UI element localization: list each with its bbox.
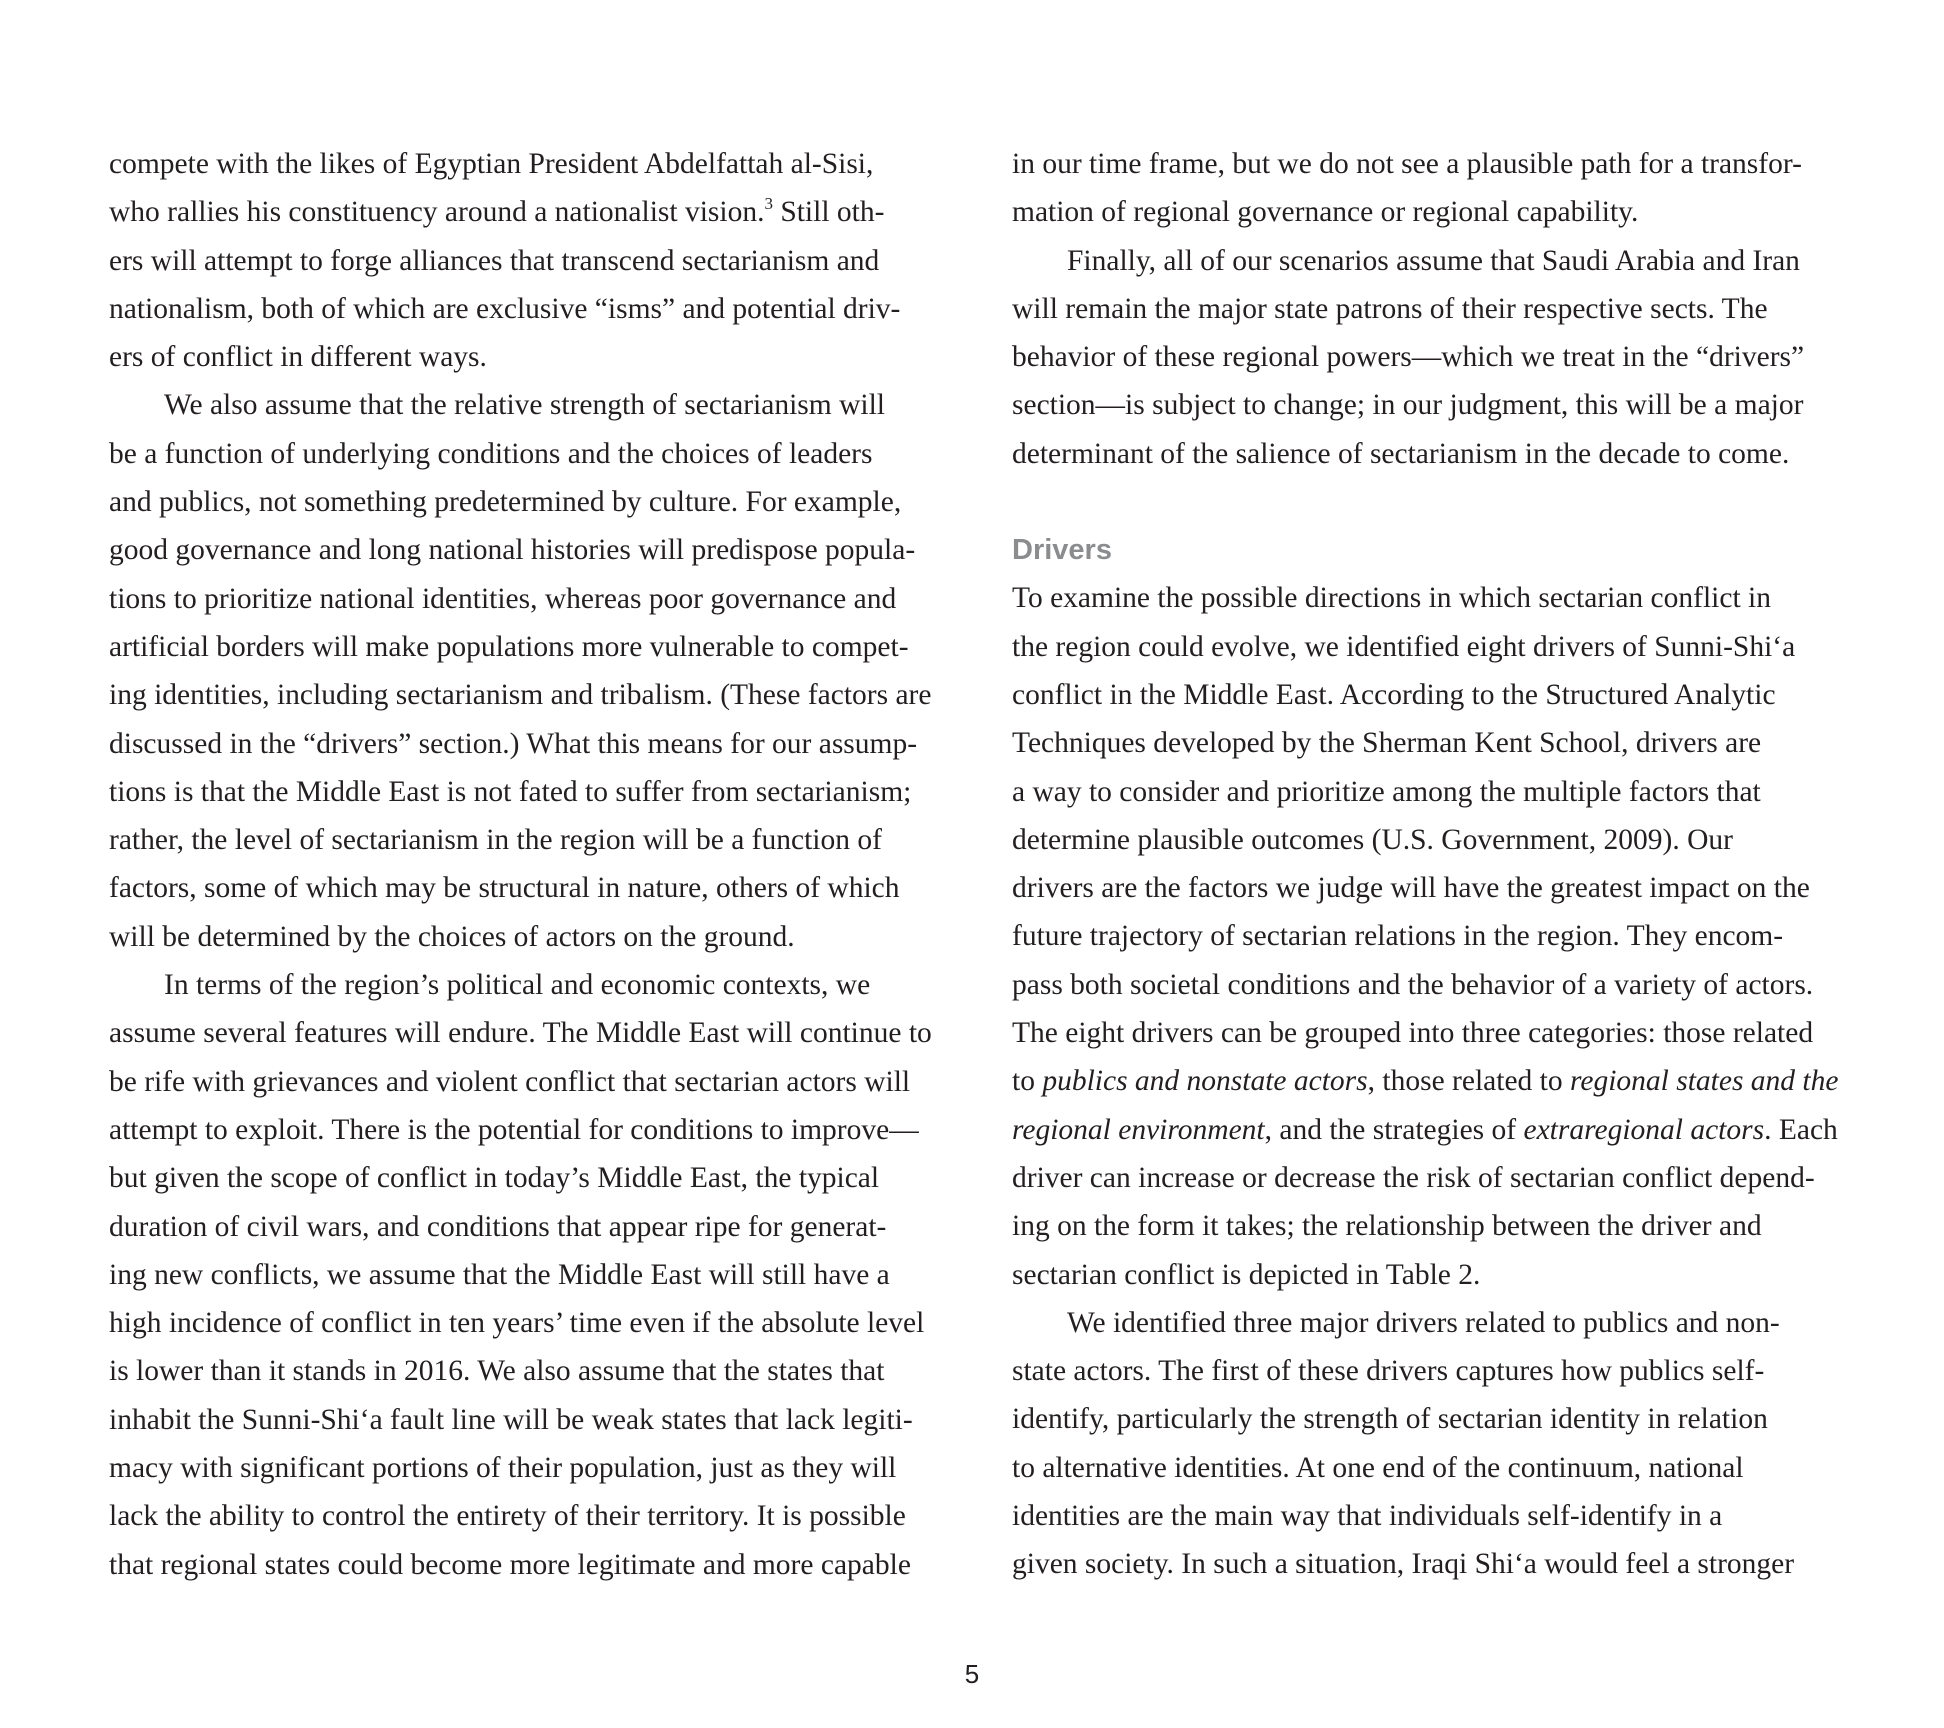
text-line: given society. In such a situation, Iraqi Shi‘a would feel a stronger bbox=[1012, 1548, 1795, 1581]
text-line: that regional states could become more legitimate and more capable bbox=[109, 1548, 911, 1581]
text-line: be a function of underlying conditions and the choices of leaders bbox=[109, 437, 873, 470]
text-line: nationalism, both of which are exclusive “isms” and potential driv- bbox=[109, 292, 901, 325]
text-line: ers of conflict in different ways. bbox=[109, 341, 487, 374]
text-line: driver can increase or decrease the risk of sectarian conflict depend- bbox=[1012, 1161, 1815, 1194]
text-line: macy with significant portions of their population, just as they will bbox=[109, 1452, 897, 1485]
text-line: tions to prioritize national identities, whereas poor governance and bbox=[109, 582, 897, 615]
text-line: high incidence of conflict in ten years’ time even if the absolute level bbox=[109, 1307, 925, 1340]
text-line: will be determined by the choices of actors on the ground. bbox=[109, 920, 795, 953]
page-number: 5 bbox=[964, 1659, 980, 1689]
text-line: who rallies his constituency around a nationalist vision.$^3$ Still oth- bbox=[109, 194, 885, 229]
paragraph-first-line: In terms of the region’s political and economic contexts, we bbox=[164, 969, 871, 1002]
text-line: tions is that the Middle East is not fated to suffer from sectarianism; bbox=[109, 775, 912, 808]
text-line: determinant of the salience of sectarianism in the decade to come. bbox=[1012, 437, 1790, 470]
italic-phrase: regional states and the bbox=[1569, 1065, 1839, 1098]
text-line: determine plausible outcomes (U.S. Government, 2009). Our bbox=[1012, 823, 1733, 856]
text-line: identities are the main way that individuals self-identify in a bbox=[1012, 1500, 1723, 1533]
text-line: is lower than it stands in 2016. We also assume that the states that bbox=[109, 1355, 885, 1388]
italic-phrase: publics and nonstate actors bbox=[1042, 1065, 1368, 1098]
text-line: discussed in the “drivers” section.) What this means for our assump- bbox=[109, 727, 918, 760]
footnote-ref: 3 bbox=[764, 194, 773, 214]
paragraph-first-line: Finally, all of our scenarios assume that Saudi Arabia and Iran bbox=[1067, 244, 1800, 277]
text-line: attempt to exploit. There is the potential for conditions to improve— bbox=[109, 1113, 919, 1146]
text-line: be rife with grievances and violent conflict that sectarian actors will bbox=[109, 1065, 911, 1098]
text-line: but given the scope of conflict in today’s Middle East, the typical bbox=[109, 1162, 880, 1195]
text-line: ing new conflicts, we assume that the Middle East will still have a bbox=[109, 1258, 890, 1291]
text-line: ers will attempt to forge alliances that transcend sectarianism and bbox=[109, 244, 880, 277]
paragraph-first-line: We also assume that the relative strength of sectarianism will bbox=[164, 389, 885, 422]
text-line: ing on the form it takes; the relationship between the driver and bbox=[1012, 1210, 1762, 1243]
text-line: to publics and nonstate actors, those related to regional states and the bbox=[1012, 1065, 1839, 1098]
text-line: the region could evolve, we identified eight drivers of Sunni-Shi‘a bbox=[1012, 630, 1796, 663]
text-line: lack the ability to control the entirety of their territory. It is possible bbox=[109, 1500, 906, 1533]
text-line: a way to consider and prioritize among the multiple factors that bbox=[1012, 775, 1761, 808]
text-line: To examine the possible directions in which sectarian conflict in bbox=[1012, 582, 1771, 615]
text-line: assume several features will endure. The Middle East will continue to bbox=[109, 1017, 932, 1050]
text-line: conflict in the Middle East. According to the Structured Analytic bbox=[1012, 678, 1776, 711]
italic-phrase: regional environment bbox=[1012, 1113, 1265, 1146]
text-line: ing identities, including sectarianism and tribalism. (These factors are bbox=[109, 679, 932, 712]
text-line: identify, particularly the strength of sectarian identity in relation bbox=[1012, 1403, 1768, 1436]
paragraph-first-line: We identified three major drivers related to publics and non- bbox=[1067, 1306, 1780, 1339]
text-line: and publics, not something predetermined by culture. For example, bbox=[109, 486, 902, 519]
text-line: behavior of these regional powers—which we treat in the “drivers” bbox=[1012, 341, 1805, 374]
text-line: section—is subject to change; in our judgment, this will be a major bbox=[1012, 389, 1804, 422]
text-line: compete with the likes of Egyptian President Abdelfattah al-Sisi, bbox=[109, 148, 874, 180]
text-line: pass both societal conditions and the behavior of a variety of actors. bbox=[1012, 968, 1814, 1001]
text-line: inhabit the Sunni-Shi‘a fault line will be weak states that lack legiti- bbox=[109, 1403, 913, 1436]
text-line: to alternative identities. At one end of the continuum, national bbox=[1012, 1451, 1744, 1484]
right-column bbox=[1012, 140, 1872, 1589]
text-line: duration of civil wars, and conditions that appear ripe for generat- bbox=[109, 1210, 887, 1243]
section-heading: Drivers bbox=[1012, 534, 1112, 567]
text-line: artificial borders will make populations more vulnerable to compet- bbox=[109, 630, 909, 663]
text-line: sectarian conflict is depicted in Table 2. bbox=[1012, 1258, 1481, 1291]
text-line: The eight drivers can be grouped into three categories: those related bbox=[1012, 1017, 1814, 1050]
text-line: mation of regional governance or regional capability. bbox=[1012, 196, 1639, 229]
text-line: will remain the major state patrons of their respective sects. The bbox=[1012, 292, 1768, 325]
text-line: future trajectory of sectarian relations in the region. They encom- bbox=[1012, 920, 1784, 953]
text-line: drivers are the factors we judge will have the greatest impact on the bbox=[1012, 872, 1810, 905]
text-line: state actors. The first of these drivers captures how publics self- bbox=[1012, 1355, 1765, 1388]
text-line: in our time frame, but we do not see a plausible path for a transfor- bbox=[1012, 148, 1802, 180]
italic-phrase: extraregional actors bbox=[1523, 1113, 1765, 1146]
text-line: factors, some of which may be structural in nature, others of which bbox=[109, 872, 900, 905]
text-line: rather, the level of sectarianism in the region will be a function of bbox=[109, 824, 882, 857]
text-line: regional environment, and the strategies of extraregional actors. Each bbox=[1012, 1113, 1838, 1146]
left-column bbox=[109, 140, 969, 1589]
section-spacer bbox=[1012, 478, 1872, 526]
text-line: Techniques developed by the Sherman Kent School, drivers are bbox=[1012, 727, 1762, 760]
text-line: good governance and long national histories will predispose popula- bbox=[109, 534, 916, 567]
